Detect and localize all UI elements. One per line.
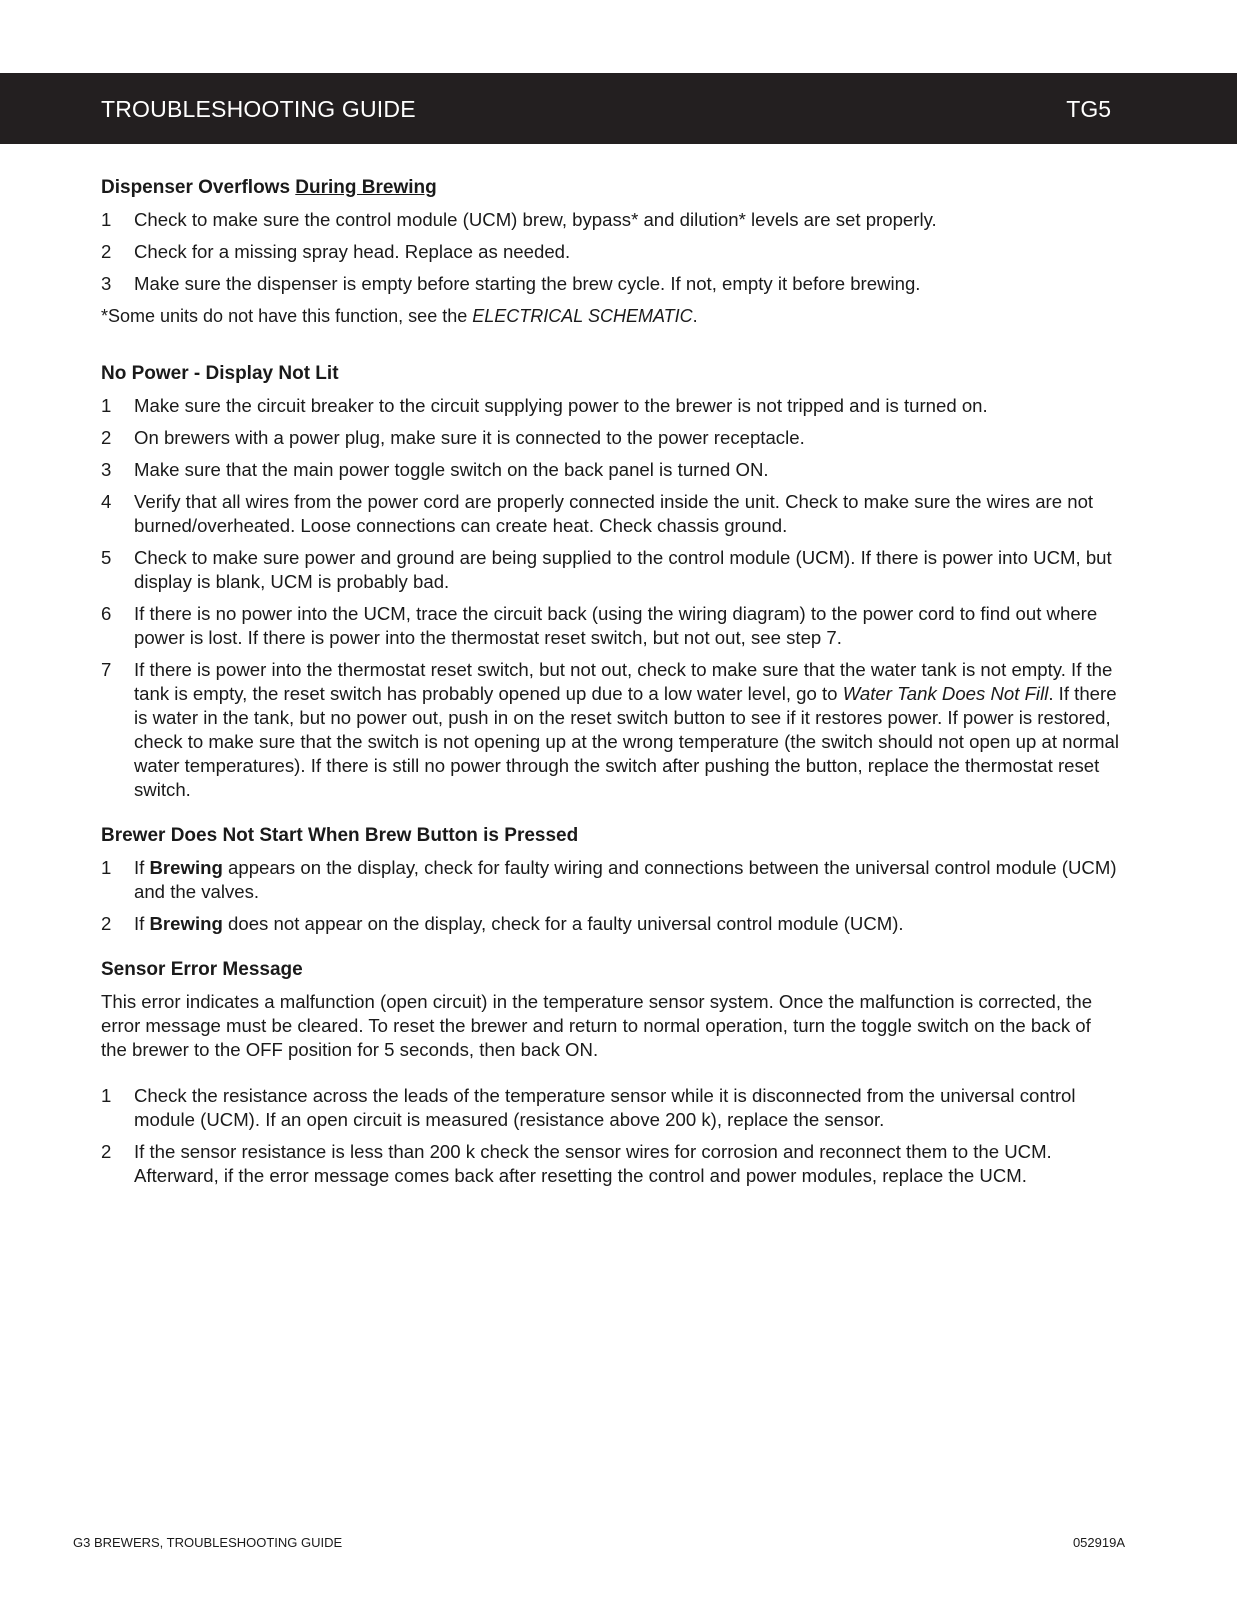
item-text-after: does not appear on the display, check for a faulty universal control module (UCM). [222, 913, 904, 934]
item-number: 2 [101, 913, 112, 934]
section-no-power [101, 362, 1121, 802]
list-item [101, 490, 1121, 538]
item-number: 3 [101, 459, 112, 480]
heading-underlined: During Brewing [295, 177, 437, 198]
note-italic: ELECTRICAL SCHEMATIC [472, 306, 693, 326]
item-text-bold: Brewing [149, 913, 223, 934]
list-item [101, 394, 1121, 418]
item-text: Make sure the dispenser is empty before starting the brew cycle. If not, empty it before brewing. [134, 273, 921, 294]
item-number: 3 [101, 273, 112, 294]
section-sensor-error [101, 958, 1121, 1188]
item-number: 1 [101, 209, 112, 230]
item-text [134, 856, 1121, 904]
item-text-before: If there is power into the thermostat reset switch, but not out, check to make sure that the water tank is not empty. If the tank is empty, the reset switch has probably opened up due to a low water level, go to [134, 659, 1113, 704]
note-before: *Some units do not have this function, see the [101, 306, 473, 326]
list-item [101, 426, 1121, 450]
item-text-after: appears on the display, check for faulty wiring and connections between the universal control module (UCM) and the valves. [134, 857, 1117, 902]
item-text: Check the resistance across the leads of the temperature sensor while it is disconnected from the universal control module (UCM). If an open circuit is measured (resistance above 200 k), replace the sensor. [134, 1085, 1076, 1130]
section-heading: Brewer Does Not Start When Brew Button is Pressed [101, 825, 579, 846]
item-text: Make sure the circuit breaker to the circuit supplying power to the brewer is not tripped and is turned on. [134, 395, 988, 416]
section-dispenser-overflows [101, 176, 1121, 328]
item-text [134, 912, 1121, 936]
list-item [101, 458, 1121, 482]
item-text: Check for a missing spray head. Replace as needed. [134, 241, 571, 262]
list-item [101, 856, 1121, 904]
item-number: 5 [101, 547, 112, 568]
item-text-italic: Water Tank Does Not Fill [842, 683, 1049, 704]
item-text-after: . If there is water in the tank, but no power out, push in on the reset switch button to see if it restores power. If power is restored, check to make sure that the switch is not opening up at the wrong temperature (the switch should not open up at normal water temperatures). If there is still no power through the switch after pushing the button, replace the thermostat reset switch. [134, 683, 1119, 800]
item-text-bold: Brewing [149, 857, 223, 878]
item-text: Check to make sure the control module (UCM) brew, bypass* and dilution* levels are set properly. [134, 209, 937, 230]
item-text: On brewers with a power plug, make sure it is connected to the power receptacle. [134, 427, 805, 448]
footer-document-code: 052919A [1072, 1535, 1125, 1550]
item-number: 2 [101, 1141, 112, 1162]
list-item [101, 546, 1121, 594]
heading-prefix: Dispenser Overflows [101, 177, 296, 198]
footnote [101, 304, 1121, 328]
item-number: 6 [101, 603, 112, 624]
footer-document-title: G3 BREWERS, TROUBLESHOOTING GUIDE [73, 1535, 343, 1550]
section-heading [101, 176, 1121, 200]
list-item [101, 602, 1121, 650]
item-text [134, 658, 1121, 802]
list-item [101, 1084, 1121, 1132]
section-heading: No Power - Display Not Lit [101, 363, 339, 384]
section-brewer-does-not-start [101, 824, 1121, 936]
list-item [101, 658, 1121, 802]
list-item [101, 912, 1121, 936]
item-number: 2 [101, 241, 112, 262]
item-number: 1 [101, 1085, 112, 1106]
item-text-before: If [134, 857, 150, 878]
section-heading: Sensor Error Message [101, 959, 303, 980]
item-text: Make sure that the main power toggle switch on the back panel is turned ON. [134, 459, 769, 480]
item-number: 1 [101, 395, 112, 416]
list-item [101, 1140, 1121, 1188]
list-item [101, 208, 1121, 232]
item-text: If the sensor resistance is less than 200 k check the sensor wires for corrosion and reconnect them to the UCM. Afterward, if the error message comes back after resetting the control and power modules, replace the UCM. [134, 1141, 1052, 1186]
note-after: . [692, 306, 698, 326]
main-content [101, 176, 1121, 1210]
item-text-before: If [134, 913, 150, 934]
list-item [101, 272, 1121, 296]
page-code: TG5 [1066, 96, 1111, 122]
item-number: 2 [101, 427, 112, 448]
item-number: 7 [101, 659, 112, 680]
item-text: Check to make sure power and ground are being supplied to the control module (UCM). If there is power into UCM, but display is blank, UCM is probably bad. [134, 547, 1112, 592]
header-bar [0, 73, 1237, 144]
item-text: If there is no power into the UCM, trace the circuit back (using the wiring diagram) to the power cord to find out where power is lost. If there is power into the thermostat reset switch, but not out, see step 7. [134, 603, 1098, 648]
item-text: Verify that all wires from the power cord are properly connected inside the unit. Check to make sure the wires are not burned/overheated. Loose connections can create heat. Check chassis ground. [134, 491, 1094, 536]
item-number: 1 [101, 857, 112, 878]
item-number: 4 [101, 491, 112, 512]
page-title: TROUBLESHOOTING GUIDE [101, 96, 416, 122]
list-item [101, 240, 1121, 264]
section-paragraph: This error indicates a malfunction (open circuit) in the temperature sensor system. Once the malfunction is corrected, the error message must be cleared. To reset the brewer and return to normal operation, turn the toggle switch on the back of the brewer to the OFF position for 5 seconds, then back ON. [101, 991, 1093, 1060]
